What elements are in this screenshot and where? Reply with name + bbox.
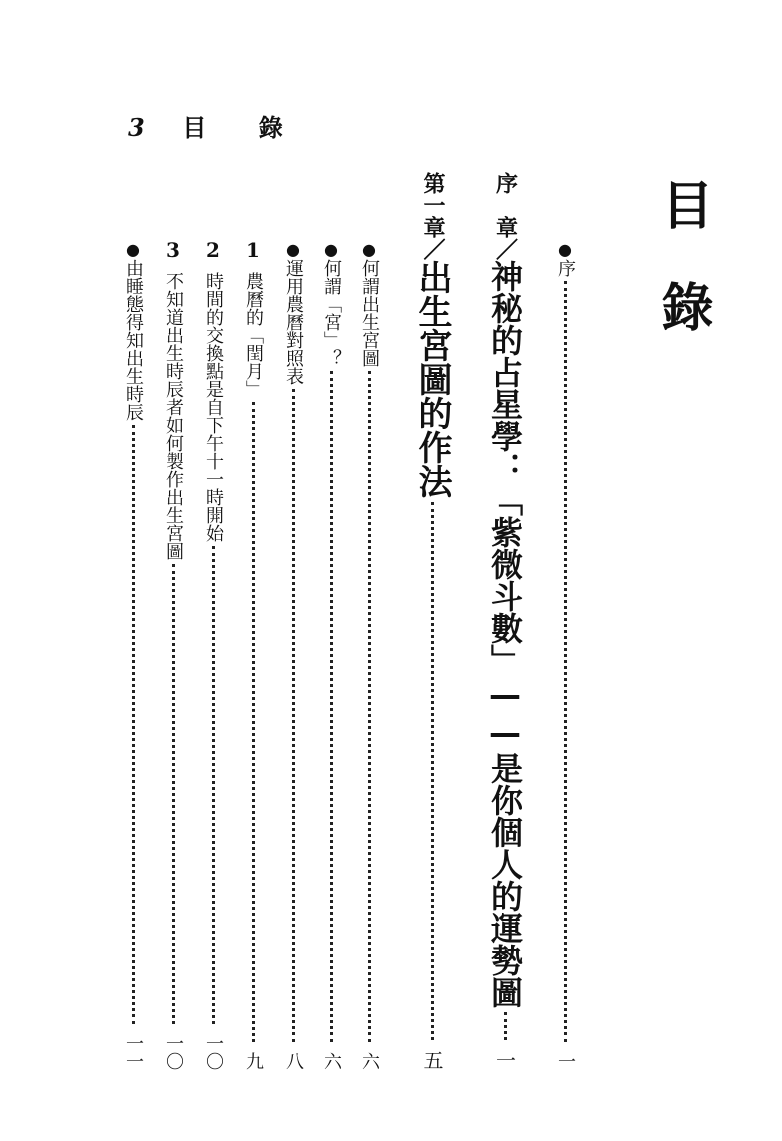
entry-page: 一〇 [203, 1034, 224, 1070]
dot-leader [292, 389, 295, 1042]
toc-entry[interactable] [120, 240, 146, 1070]
dot-leader [431, 502, 434, 1040]
entry-text: 何謂出生宮圖 [359, 259, 380, 367]
entry-page: 九 [243, 1052, 264, 1070]
entry-page: 一〇 [163, 1034, 184, 1070]
toc-entry[interactable] [240, 238, 266, 1070]
page-header [128, 108, 305, 143]
entry-text: 序 [555, 259, 576, 277]
number-marker: 2 [201, 238, 225, 262]
entry-page: 一 [492, 1050, 517, 1070]
entry-page: 六 [321, 1052, 342, 1070]
toc-entry[interactable] [552, 240, 578, 1070]
number-marker: 3 [161, 238, 185, 262]
bullet-icon: ● [359, 240, 379, 259]
page-number: 3 [128, 113, 149, 142]
entry-page: 六 [359, 1052, 380, 1070]
dot-leader [252, 402, 255, 1042]
dot-leader [172, 564, 175, 1024]
running-title: 目 錄 [182, 113, 305, 142]
entry-text: 不知道出生時辰者如何製作出生宮圖 [163, 272, 184, 560]
toc-entry[interactable] [280, 240, 306, 1070]
bullet-icon: ● [283, 240, 303, 259]
bullet-icon: ● [321, 240, 341, 259]
entry-page: 五 [420, 1050, 444, 1070]
toc-title: 目錄 [652, 178, 712, 382]
number-marker: 1 [241, 238, 265, 262]
entry-text: 時間的交換點是自下午十一時開始 [203, 272, 224, 542]
entry-page: 一一 [123, 1034, 144, 1070]
toc-chapter[interactable] [482, 172, 528, 1070]
entry-page: 八 [283, 1052, 304, 1070]
entry-page: 一 [555, 1052, 576, 1070]
toc-chapter[interactable] [408, 172, 457, 1070]
dot-leader [330, 371, 333, 1042]
chapter-label: 第一章／ [420, 172, 445, 260]
dot-leader [504, 1012, 507, 1040]
entry-text: 何謂「宮」？ [321, 259, 342, 367]
dot-leader [212, 546, 215, 1024]
bullet-icon: ● [555, 240, 575, 259]
chapter-label: 序 章／ [492, 172, 518, 260]
bullet-icon: ● [123, 240, 143, 259]
dot-leader [564, 281, 567, 1042]
toc-entry[interactable] [200, 238, 226, 1070]
toc-entry[interactable] [160, 238, 186, 1070]
dot-leader [368, 371, 371, 1042]
chapter-title: 神秘的占星學：「紫微斗數」——是你個人的運勢圖 [486, 260, 524, 1008]
dot-leader [132, 425, 135, 1024]
toc-entry[interactable] [318, 240, 344, 1070]
toc-entry[interactable] [356, 240, 382, 1070]
chapter-title: 出生宮圖的作法 [412, 260, 452, 498]
entry-text: 運用農曆對照表 [283, 259, 304, 385]
entry-text: 由睡態得知出生時辰 [123, 259, 144, 421]
entry-text: 農曆的「閏月」 [243, 272, 264, 398]
